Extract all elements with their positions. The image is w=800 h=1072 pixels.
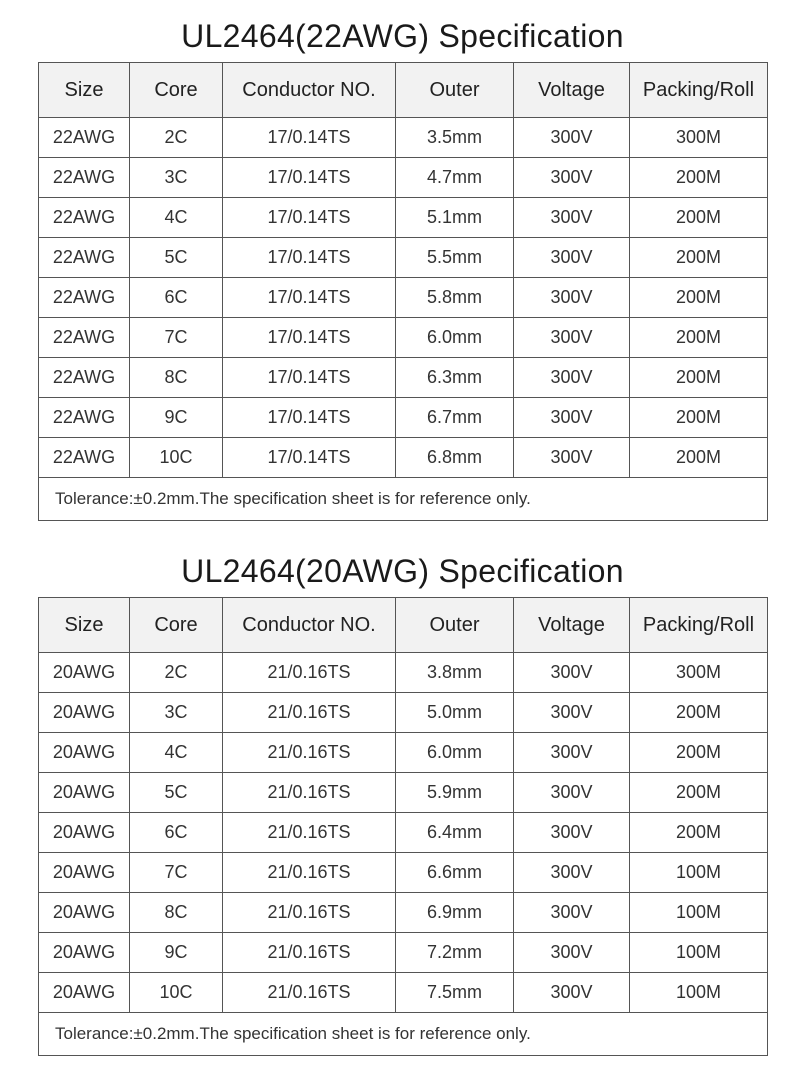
cell-outer: 5.9mm xyxy=(396,773,514,813)
cell-packing: 100M xyxy=(630,933,768,973)
header-voltage: Voltage xyxy=(514,598,630,653)
cell-conductor: 17/0.14TS xyxy=(223,318,396,358)
cell-voltage: 300V xyxy=(514,933,630,973)
cell-conductor: 21/0.16TS xyxy=(223,733,396,773)
cell-size: 20AWG xyxy=(39,853,130,893)
table-row xyxy=(39,933,768,973)
cell-outer: 6.3mm xyxy=(396,358,514,398)
cell-outer: 6.9mm xyxy=(396,893,514,933)
cell-packing: 200M xyxy=(630,398,768,438)
cell-packing: 300M xyxy=(630,118,768,158)
cell-core: 4C xyxy=(130,733,223,773)
cell-voltage: 300V xyxy=(514,118,630,158)
table-row xyxy=(39,653,768,693)
note-row xyxy=(39,478,768,521)
table-row xyxy=(39,398,768,438)
cell-outer: 5.1mm xyxy=(396,198,514,238)
cell-conductor: 17/0.14TS xyxy=(223,118,396,158)
cell-outer: 3.5mm xyxy=(396,118,514,158)
cell-outer: 5.0mm xyxy=(396,693,514,733)
table-row xyxy=(39,813,768,853)
table-row xyxy=(39,773,768,813)
cell-packing: 300M xyxy=(630,653,768,693)
table-row xyxy=(39,158,768,198)
cell-core: 3C xyxy=(130,693,223,733)
cell-packing: 200M xyxy=(630,813,768,853)
cell-voltage: 300V xyxy=(514,438,630,478)
cell-core: 8C xyxy=(130,893,223,933)
cell-voltage: 300V xyxy=(514,358,630,398)
cell-packing: 200M xyxy=(630,358,768,398)
header-conductor: Conductor NO. xyxy=(223,598,396,653)
tolerance-note: Tolerance:±0.2mm.The specification sheet is for reference only. xyxy=(39,1013,768,1056)
cell-outer: 6.8mm xyxy=(396,438,514,478)
table-row xyxy=(39,693,768,733)
cell-voltage: 300V xyxy=(514,773,630,813)
cell-core: 9C xyxy=(130,933,223,973)
cell-size: 20AWG xyxy=(39,653,130,693)
cell-outer: 6.6mm xyxy=(396,853,514,893)
cell-voltage: 300V xyxy=(514,813,630,853)
cell-outer: 6.0mm xyxy=(396,733,514,773)
cell-packing: 200M xyxy=(630,238,768,278)
cell-outer: 6.4mm xyxy=(396,813,514,853)
cell-outer: 5.8mm xyxy=(396,278,514,318)
cell-core: 6C xyxy=(130,278,223,318)
spec-title: UL2464(22AWG) Specification xyxy=(181,18,624,54)
spec-section-20awg xyxy=(38,535,767,1056)
header-size: Size xyxy=(39,63,130,118)
cell-voltage: 300V xyxy=(514,653,630,693)
cell-core: 8C xyxy=(130,358,223,398)
cell-packing: 200M xyxy=(630,733,768,773)
cell-voltage: 300V xyxy=(514,198,630,238)
header-packing: Packing/Roll xyxy=(630,598,768,653)
cell-core: 2C xyxy=(130,653,223,693)
cell-core: 10C xyxy=(130,973,223,1013)
cell-conductor: 21/0.16TS xyxy=(223,893,396,933)
table-row xyxy=(39,853,768,893)
table-row xyxy=(39,278,768,318)
table-row xyxy=(39,118,768,158)
cell-packing: 200M xyxy=(630,693,768,733)
cell-voltage: 300V xyxy=(514,158,630,198)
cell-voltage: 300V xyxy=(514,693,630,733)
header-packing: Packing/Roll xyxy=(630,63,768,118)
cell-size: 22AWG xyxy=(39,158,130,198)
cell-packing: 200M xyxy=(630,198,768,238)
cell-core: 4C xyxy=(130,198,223,238)
cell-core: 7C xyxy=(130,318,223,358)
cell-voltage: 300V xyxy=(514,238,630,278)
cell-size: 20AWG xyxy=(39,893,130,933)
header-core: Core xyxy=(130,598,223,653)
table-row xyxy=(39,438,768,478)
cell-conductor: 21/0.16TS xyxy=(223,973,396,1013)
cell-voltage: 300V xyxy=(514,973,630,1013)
spec-table xyxy=(38,62,768,521)
cell-conductor: 17/0.14TS xyxy=(223,238,396,278)
cell-conductor: 21/0.16TS xyxy=(223,653,396,693)
cell-size: 22AWG xyxy=(39,118,130,158)
cell-conductor: 17/0.14TS xyxy=(223,198,396,238)
cell-core: 9C xyxy=(130,398,223,438)
cell-core: 6C xyxy=(130,813,223,853)
cell-voltage: 300V xyxy=(514,398,630,438)
cell-conductor: 17/0.14TS xyxy=(223,358,396,398)
table-row xyxy=(39,318,768,358)
cell-voltage: 300V xyxy=(514,278,630,318)
table-row xyxy=(39,733,768,773)
cell-voltage: 300V xyxy=(514,853,630,893)
cell-outer: 7.2mm xyxy=(396,933,514,973)
cell-conductor: 21/0.16TS xyxy=(223,693,396,733)
cell-core: 5C xyxy=(130,773,223,813)
spec-title: UL2464(20AWG) Specification xyxy=(181,553,624,589)
cell-size: 20AWG xyxy=(39,973,130,1013)
note-row xyxy=(39,1013,768,1056)
cell-size: 20AWG xyxy=(39,773,130,813)
cell-packing: 200M xyxy=(630,773,768,813)
cell-packing: 200M xyxy=(630,318,768,358)
cell-outer: 4.7mm xyxy=(396,158,514,198)
cell-conductor: 17/0.14TS xyxy=(223,398,396,438)
header-row xyxy=(39,63,768,118)
cell-packing: 200M xyxy=(630,278,768,318)
table-row xyxy=(39,973,768,1013)
cell-conductor: 21/0.16TS xyxy=(223,933,396,973)
cell-voltage: 300V xyxy=(514,893,630,933)
cell-core: 5C xyxy=(130,238,223,278)
header-outer: Outer xyxy=(396,598,514,653)
cell-outer: 6.0mm xyxy=(396,318,514,358)
cell-size: 22AWG xyxy=(39,438,130,478)
header-size: Size xyxy=(39,598,130,653)
cell-outer: 6.7mm xyxy=(396,398,514,438)
table-row xyxy=(39,198,768,238)
header-row xyxy=(39,598,768,653)
cell-size: 22AWG xyxy=(39,238,130,278)
cell-packing: 100M xyxy=(630,893,768,933)
cell-packing: 200M xyxy=(630,158,768,198)
cell-voltage: 300V xyxy=(514,318,630,358)
table-row xyxy=(39,358,768,398)
spec-table xyxy=(38,597,768,1056)
cell-core: 10C xyxy=(130,438,223,478)
cell-conductor: 21/0.16TS xyxy=(223,773,396,813)
header-voltage: Voltage xyxy=(514,63,630,118)
cell-size: 22AWG xyxy=(39,398,130,438)
cell-outer: 5.5mm xyxy=(396,238,514,278)
table-row xyxy=(39,238,768,278)
cell-outer: 7.5mm xyxy=(396,973,514,1013)
cell-size: 22AWG xyxy=(39,278,130,318)
cell-conductor: 21/0.16TS xyxy=(223,813,396,853)
cell-size: 22AWG xyxy=(39,358,130,398)
cell-core: 2C xyxy=(130,118,223,158)
header-conductor: Conductor NO. xyxy=(223,63,396,118)
cell-conductor: 17/0.14TS xyxy=(223,158,396,198)
cell-core: 3C xyxy=(130,158,223,198)
table-row xyxy=(39,893,768,933)
cell-size: 22AWG xyxy=(39,198,130,238)
cell-size: 20AWG xyxy=(39,933,130,973)
cell-size: 20AWG xyxy=(39,733,130,773)
cell-conductor: 17/0.14TS xyxy=(223,438,396,478)
cell-outer: 3.8mm xyxy=(396,653,514,693)
cell-packing: 200M xyxy=(630,438,768,478)
cell-conductor: 17/0.14TS xyxy=(223,278,396,318)
tolerance-note: Tolerance:±0.2mm.The specification sheet is for reference only. xyxy=(39,478,768,521)
spec-section-22awg xyxy=(38,0,767,521)
cell-conductor: 21/0.16TS xyxy=(223,853,396,893)
cell-size: 20AWG xyxy=(39,813,130,853)
cell-voltage: 300V xyxy=(514,733,630,773)
cell-size: 22AWG xyxy=(39,318,130,358)
header-outer: Outer xyxy=(396,63,514,118)
cell-core: 7C xyxy=(130,853,223,893)
header-core: Core xyxy=(130,63,223,118)
cell-packing: 100M xyxy=(630,853,768,893)
cell-packing: 100M xyxy=(630,973,768,1013)
cell-size: 20AWG xyxy=(39,693,130,733)
